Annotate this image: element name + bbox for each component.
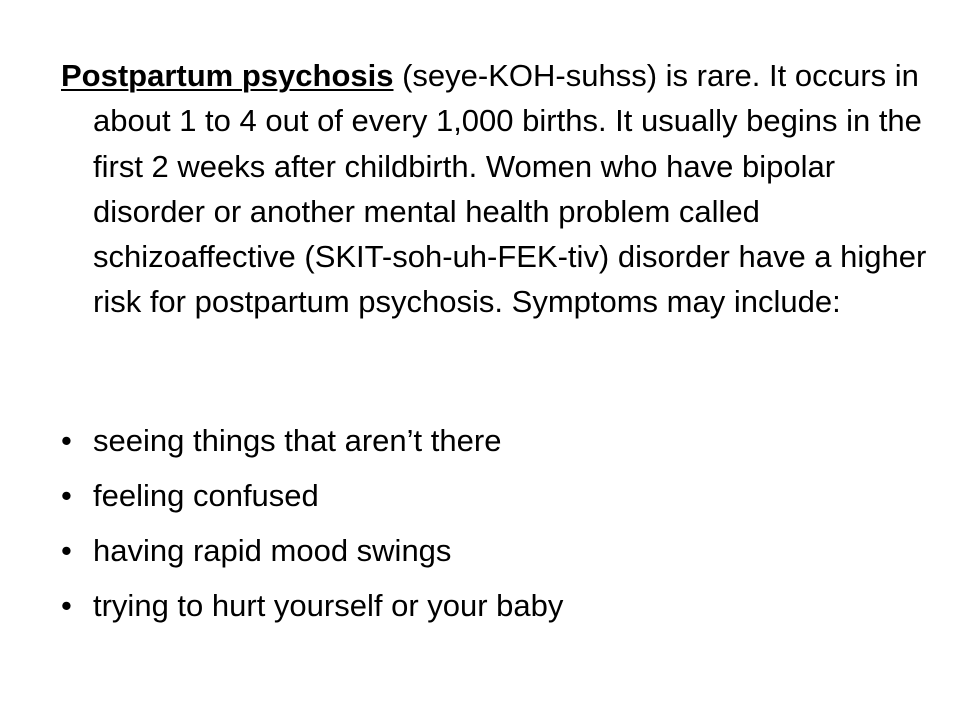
list-item-text: trying to hurt yourself or your baby <box>93 588 564 623</box>
bullet-icon: • <box>61 423 72 458</box>
bullet-icon: • <box>61 478 72 513</box>
bullet-icon: • <box>61 533 72 568</box>
list-item <box>61 473 901 518</box>
term-heading: Postpartum psychosis <box>61 58 394 93</box>
list-item <box>61 583 901 628</box>
symptom-list <box>61 418 901 638</box>
list-item-text: feeling confused <box>93 478 319 513</box>
bullet-icon: • <box>61 588 72 623</box>
intro-text: (seye-KOH-suhss) is rare. It occurs in about 1 to 4 out of every 1,000 births. It usually begins in the first 2 weeks after childbirth. Women who have bipolar disorder or another mental health problem called schizoaffective (SKIT-soh-uh-FEK-tiv) disorder have a higher risk for postpartum psychosis. Symptoms may include: <box>93 58 927 320</box>
intro-paragraph <box>61 53 933 325</box>
list-item-text: seeing things that aren’t there <box>93 423 502 458</box>
list-item <box>61 418 901 463</box>
list-item-text: having rapid mood swings <box>93 533 452 568</box>
list-item <box>61 528 901 573</box>
